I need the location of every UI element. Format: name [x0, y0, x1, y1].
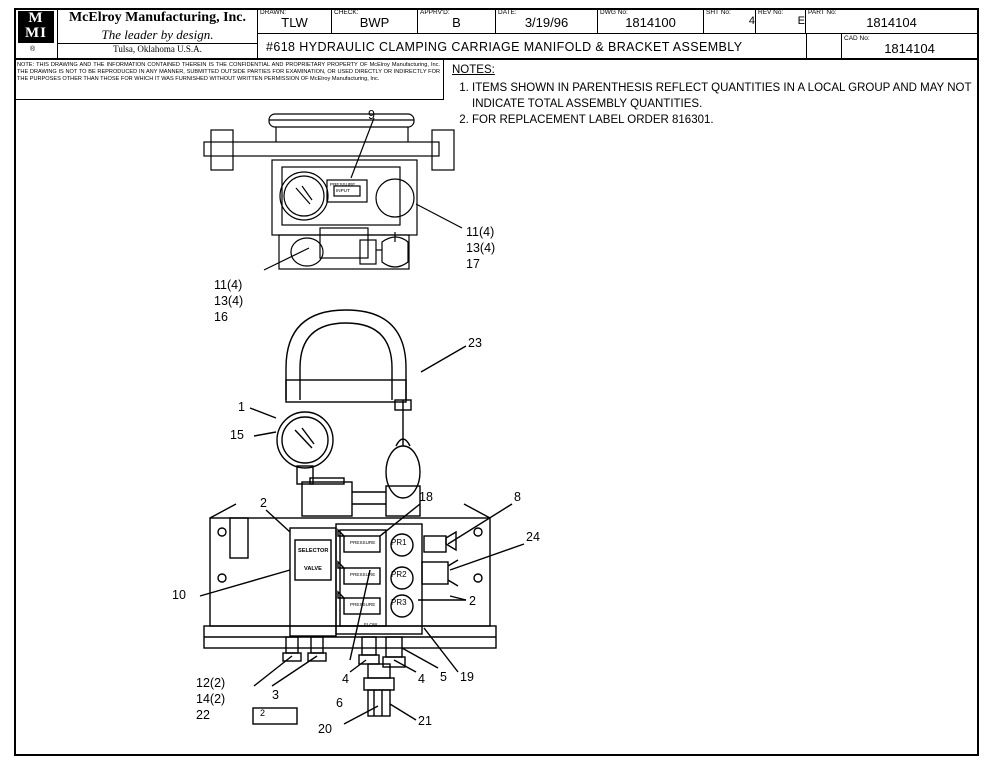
callout-5: 5 [440, 670, 447, 684]
callout-4a: 4 [342, 672, 349, 686]
flow-label: FLOW [364, 622, 378, 627]
callout-3: 3 [272, 688, 279, 702]
callout-24: 24 [526, 530, 540, 544]
callout-11b: 11(4) [214, 278, 243, 292]
callout-2b: 2 [260, 708, 266, 718]
callout-14: 14(2) [196, 692, 226, 706]
port-label-pr1: PR1 [391, 538, 407, 547]
assembly-linework [14, 100, 979, 756]
field-cad-no: CAD No: 1814104 [844, 35, 935, 56]
field-sht-no: SHT No: 4 [704, 8, 756, 34]
drawing-description: #618 HYDRAULIC CLAMPING CARRIAGE MANIFOLD & BRACKET ASSEMBLY [258, 34, 842, 60]
mmi-logo-icon: M MI [18, 11, 54, 43]
registered-mark: ® [30, 46, 36, 53]
callout-10: 10 [172, 588, 186, 602]
callout-11a: 11(4) [466, 225, 495, 239]
gauge-label-pressure: PRESSURE [330, 182, 356, 187]
callout-20: 20 [318, 722, 332, 736]
callout-4b: 4 [418, 672, 425, 686]
field-date: DATE: 3/19/96 [496, 8, 598, 34]
notes-heading: NOTES: [452, 64, 495, 76]
port-label-pr2: PR2 [391, 570, 407, 579]
callout-8: 8 [514, 490, 521, 504]
callout-15: 15 [230, 428, 244, 442]
field-dwg-no: DWG No: 1814100 [598, 8, 704, 34]
callout-13b: 13(4) [214, 294, 244, 308]
callout-1: 1 [238, 400, 245, 414]
callout-16: 16 [214, 310, 228, 324]
company-city: Tulsa, Oklahoma U.S.A. [58, 44, 258, 60]
callout-6: 6 [336, 696, 343, 710]
port-label-pr3: PR3 [391, 598, 407, 607]
confidentiality-note: NOTE: THIS DRAWING AND THE INFORMATION CONTAINED THEREIN IS THE CONFIDENTIAL AND PROPRIETARY PROPERTY OF McElroy Manufacturing, Inc. THE DRAWING IS NOT TO BE REPRODUCED IN ANY MANNER, SUBMITTED OUTSIDE PARTIES FOR EXAMINATION, OR USED DIRECTLY OR INDIRECTLY FOR THE PURPOSES OTHER THAN THOSE FOR WHICH IT WAS FURNISHED WITHOUT WRITTEN PERMISSION OF McElroy Manufacturing, Inc. [14, 60, 444, 100]
field-check: CHECK: BWP [332, 8, 418, 34]
gauge-label-input: INPUT [336, 188, 350, 193]
field-part-no: PART No: 1814104 [806, 8, 977, 34]
callout-23: 23 [468, 336, 482, 350]
callout-17: 17 [466, 257, 480, 271]
press-label-3: PRESSURE [350, 602, 376, 607]
field-drawn: DRAWN: TLW [258, 8, 332, 34]
callout-22: 22 [196, 708, 210, 722]
callout-13a: 13(4) [466, 241, 496, 255]
company-tagline: The leader by design. [101, 27, 214, 42]
note-item: 2. FOR REPLACEMENT LABEL ORDER 816301. [472, 112, 972, 128]
selector-valve-label-2: VALVE [304, 566, 322, 572]
callout-12: 12(2) [196, 676, 226, 690]
press-label-1: PRESSURE [350, 540, 376, 545]
field-approved: APPRV'D: B [418, 8, 496, 34]
callout-2c: 2 [469, 594, 476, 608]
company-name-block [58, 8, 258, 44]
field-rev-no: REV No: E [756, 8, 806, 34]
title-block [14, 8, 979, 60]
callout-21: 21 [418, 714, 432, 728]
company-name: McElroy Manufacturing, Inc. [68, 10, 247, 25]
company-logo [14, 8, 58, 60]
callout-19: 19 [460, 670, 474, 684]
press-label-2: PRESSURE [350, 572, 376, 577]
callout-18: 18 [419, 490, 433, 504]
selector-valve-label-1: SELECTOR [298, 548, 329, 554]
drawing-area [14, 100, 979, 756]
callout-2a: 2 [260, 496, 267, 510]
callout-9: 9 [368, 108, 375, 122]
note-item: 1. ITEMS SHOWN IN PARENTHESIS REFLECT QUANTITIES IN A LOCAL GROUP AND MAY NOT INDICATE TOTAL ASSEMBLY QUANTITIES. [472, 80, 972, 112]
